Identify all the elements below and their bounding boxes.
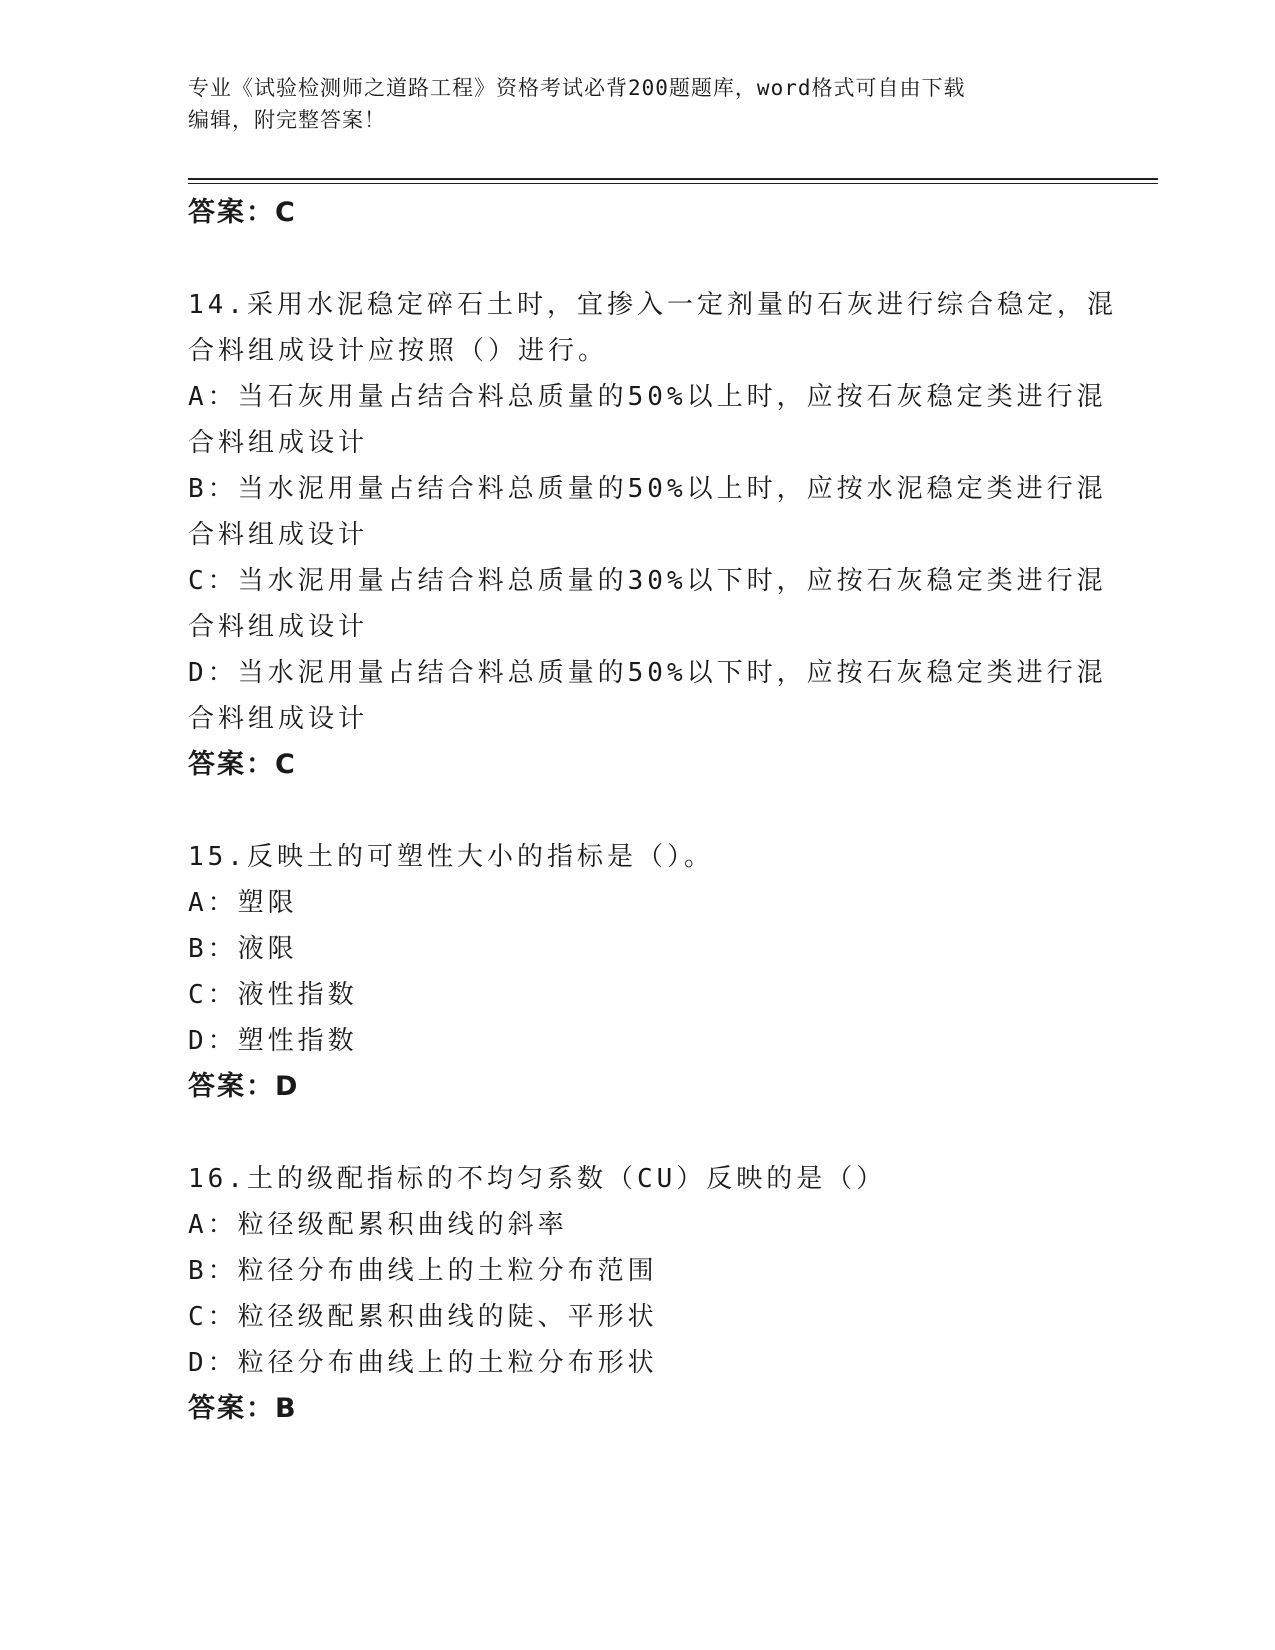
document-header (188, 72, 1068, 136)
option-b: B：液限 (188, 934, 298, 964)
header-divider-thin (188, 183, 1158, 184)
question-14 (188, 282, 1117, 788)
option-a: A：塑限 (188, 888, 298, 918)
question-15 (188, 834, 1088, 1110)
header-line-1: 专业《试验检测师之道路工程》资格考试必背200题题库，word格式可自由下载 (188, 76, 966, 100)
option-a: A：当石灰用量占结合料总质量的50%以上时，应按石灰稳定类进行混 (188, 382, 1107, 412)
question-16 (188, 1156, 1088, 1432)
spacer (188, 236, 1088, 282)
option-a: A：粒径级配累积曲线的斜率 (188, 1210, 568, 1240)
option-d: D：塑性指数 (188, 1026, 358, 1056)
option-c: C：液性指数 (188, 980, 358, 1010)
previous-answer: 答案：C (188, 197, 297, 228)
header-divider-thick (188, 178, 1158, 180)
question-stem: 14.采用水泥稳定碎石土时，宜掺入一定剂量的石灰进行综合稳定，混 (188, 290, 1117, 320)
question-stem-cont: 合料组成设计应按照（）进行。 (188, 336, 609, 366)
option-b: B：粒径分布曲线上的土粒分布范围 (188, 1256, 658, 1286)
header-line-2: 编辑，附完整答案！ (188, 108, 386, 132)
answer: 答案：B (188, 1393, 298, 1424)
option-d-cont: 合料组成设计 (188, 704, 369, 734)
document-body (188, 190, 1117, 1432)
answer: 答案：C (188, 749, 297, 780)
answer: 答案：D (188, 1071, 300, 1102)
question-stem: 15.反映土的可塑性大小的指标是（）。 (188, 842, 714, 872)
option-c: C：当水泥用量占结合料总质量的30%以下时，应按石灰稳定类进行混 (188, 566, 1107, 596)
option-b: B：当水泥用量占结合料总质量的50%以上时，应按水泥稳定类进行混 (188, 474, 1107, 504)
spacer (188, 788, 1088, 834)
option-d: D：当水泥用量占结合料总质量的50%以下时，应按石灰稳定类进行混 (188, 658, 1107, 688)
question-stem: 16.土的级配指标的不均匀系数（CU）反映的是（） (188, 1164, 887, 1194)
spacer (188, 1110, 1088, 1156)
option-a-cont: 合料组成设计 (188, 428, 369, 458)
option-c: C：粒径级配累积曲线的陡、平形状 (188, 1302, 658, 1332)
option-c-cont: 合料组成设计 (188, 612, 369, 642)
option-d: D：粒径分布曲线上的土粒分布形状 (188, 1348, 658, 1378)
option-b-cont: 合料组成设计 (188, 520, 369, 550)
